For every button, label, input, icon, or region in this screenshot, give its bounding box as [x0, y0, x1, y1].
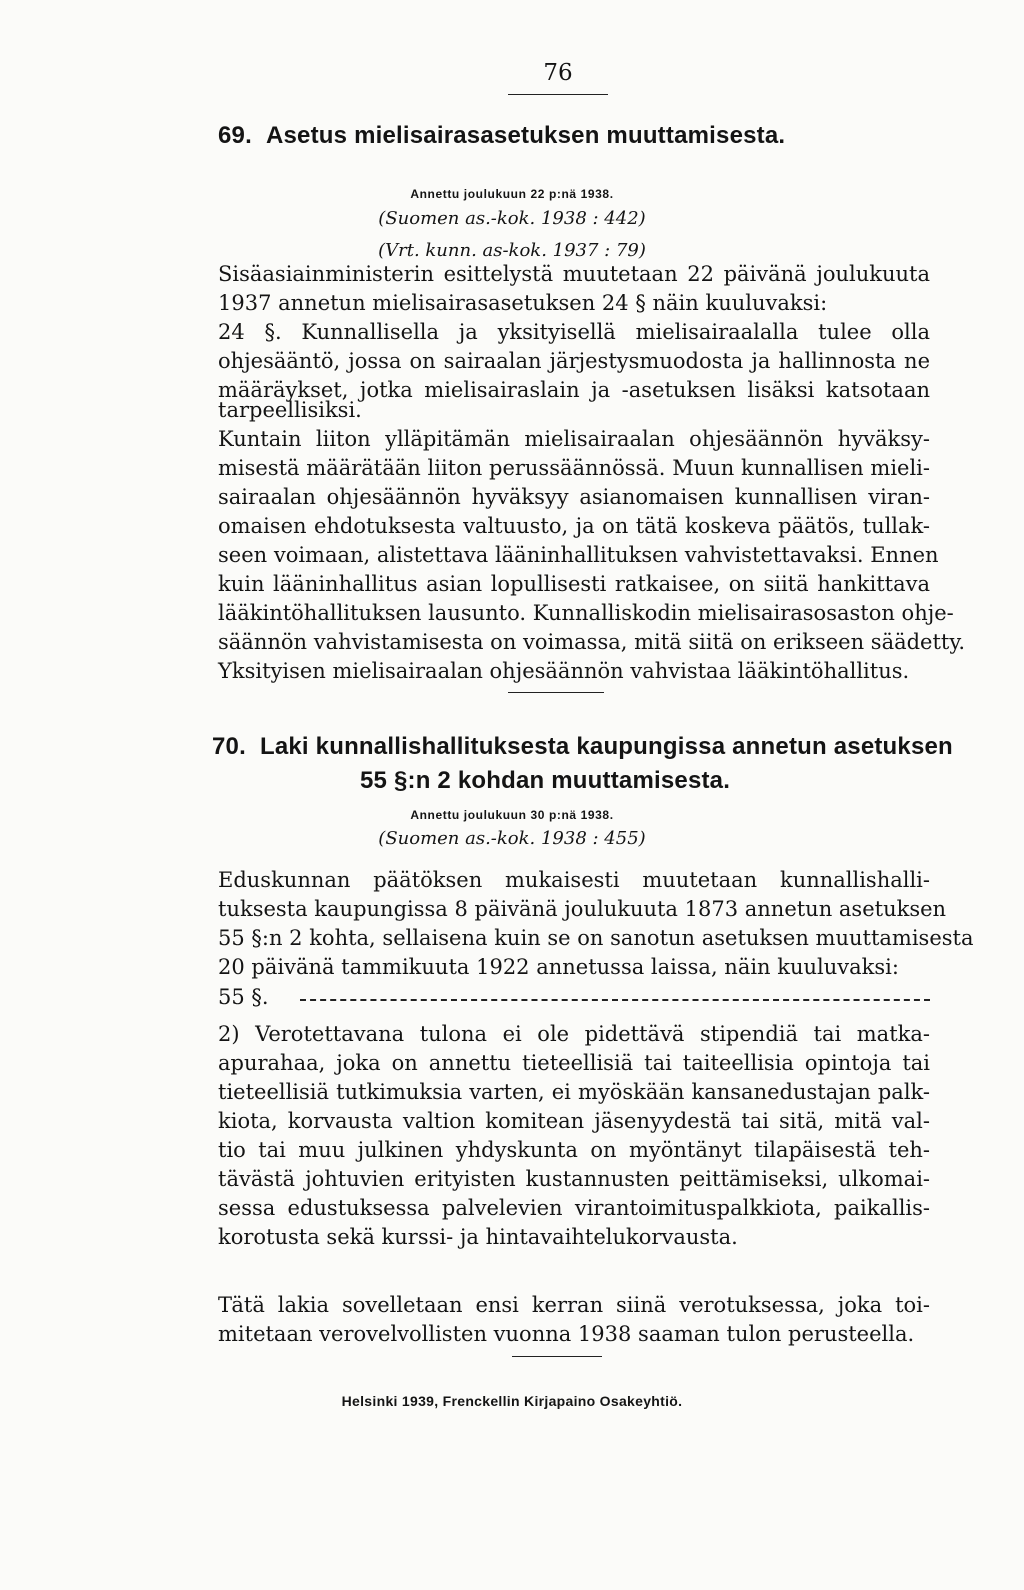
s69-line: 1937 annetun mielisairasasetuksen 24 § näin kuuluvaksi: [218, 291, 828, 315]
s70-line: sessa edustuksessa palvelevien virantoimituspalkkiota, paikallis- [218, 1196, 930, 1220]
s69-line: misestä määrätään liiton perussäännössä. Muun kunnallisen mieli- [218, 456, 930, 480]
page-number-rule [508, 94, 608, 95]
s70-line: tieteellisiä tutkimuksia varten, ei myöskään kansanedustajan palk- [218, 1080, 930, 1104]
section-70-heading [212, 733, 953, 761]
s70-line: mitetaan verovelvollisten vuonna 1938 saaman tulon perusteella. [218, 1322, 915, 1346]
s70-line: kiota, korvausta valtion komitean jäsenyydestä tai sitä, mitä val- [218, 1109, 930, 1133]
omitted-text-line [218, 985, 930, 1009]
s70-line: 20 päivänä tammikuuta 1922 annetussa laissa, näin kuuluvaksi: [218, 955, 899, 979]
s70-line: korotusta sekä kurssi- ja hintavaihtelukorvausta. [218, 1225, 738, 1249]
s70-line: apurahaa, joka on annettu tieteellisiä tai taiteellisia opintoja tai [218, 1051, 930, 1075]
s69-line: tarpeellisiksi. [218, 398, 362, 422]
s70-line: Eduskunnan päätöksen mukaisesti muutetaan kunnallishalli- [218, 868, 930, 892]
s70-line: tio tai muu julkinen yhdyskunta on myöntänyt tilapäisestä teh- [218, 1138, 930, 1162]
s70-line: 55 §:n 2 kohta, sellaisena kuin se on sanotun asetuksen muuttamisesta [218, 926, 974, 950]
s70-line: tävästä johtuvien erityisten kustannusten peittämiseksi, ulkomai- [218, 1167, 930, 1191]
s70-line: tuksesta kaupungissa 8 päivänä joulukuuta 1873 annetun asetuksen [218, 897, 947, 921]
s70-line: 2) Verotettavana tulona ei ole pidettävä stipendiä tai matka- [218, 1022, 930, 1046]
s69-line: 24 §. Kunnallisella ja yksityisellä mielisairaalalla tulee olla [218, 320, 930, 344]
section-70-title-line-1: Laki kunnallishallituksesta kaupungissa annetun asetuksen [259, 733, 953, 760]
closing-divider [512, 1356, 602, 1357]
section-69-ref-2: (Vrt. kunn. as-kok. 1937 : 79) [378, 240, 646, 261]
s69-line: Kuntain liiton ylläpitämän mielisairaalan ohjesäännön hyväksy- [218, 427, 930, 451]
page-number: 76 [543, 60, 573, 86]
s69-line: säännön vahvistamisesta on voimassa, mitä siitä on erikseen säädetty. [218, 630, 966, 654]
section-divider [508, 692, 604, 693]
s70-line: Tätä lakia sovelletaan ensi kerran siinä verotuksessa, joka toi- [218, 1293, 930, 1317]
paragraph-label: 55 §. [218, 985, 269, 1009]
section-70-ref-1: (Suomen as.-kok. 1938 : 455) [378, 828, 646, 849]
printer-footer: Helsinki 1939, Frenckellin Kirjapaino Osakeyhtiö. [341, 1393, 683, 1409]
s69-line: kuin lääninhallitus asian lopullisesti ratkaisee, on siitä hankittava [218, 572, 930, 596]
section-70-date: Annettu joulukuun 30 p:nä 1938. [410, 808, 614, 822]
s69-line: omaisen ehdotuksesta valtuusto, ja on tätä koskeva päätös, tullak- [218, 514, 930, 538]
s69-line: ohjesääntö, jossa on sairaalan järjestysmuodosta ja hallinnosta ne [218, 349, 930, 373]
s69-line: seen voimaan, alistettava lääninhallituksen vahvistettavaksi. Ennen [218, 543, 939, 567]
section-69-heading [218, 122, 785, 150]
section-69-ref-1: (Suomen as.-kok. 1938 : 442) [378, 208, 646, 229]
section-69-title: Asetus mielisairasasetuksen muuttamisesta. [265, 122, 786, 149]
section-70-title-line-2: 55 §:n 2 kohdan muuttamisesta. [360, 767, 731, 794]
s69-line: Sisäasiainministerin esittelystä muutetaan 22 päivänä joulukuuta [218, 262, 930, 286]
s69-line: Yksityisen mielisairaalan ohjesäännön vahvistaa lääkintöhallitus. [218, 659, 910, 683]
s69-line: sairaalan ohjesäännön hyväksyy asianomaisen kunnallisen viran- [218, 485, 930, 509]
omission-dashes [300, 999, 930, 1001]
section-69-date: Annettu joulukuun 22 p:nä 1938. [410, 187, 614, 201]
section-70-number: 70. [212, 733, 246, 760]
s69-line: lääkintöhallituksen lausunto. Kunnalliskodin mielisairasosaston ohje- [218, 601, 954, 625]
section-69-number: 69. [218, 122, 252, 149]
s69-line: määräykset, jotka mielisairaslain ja -asetuksen lisäksi katsotaan [218, 378, 930, 402]
